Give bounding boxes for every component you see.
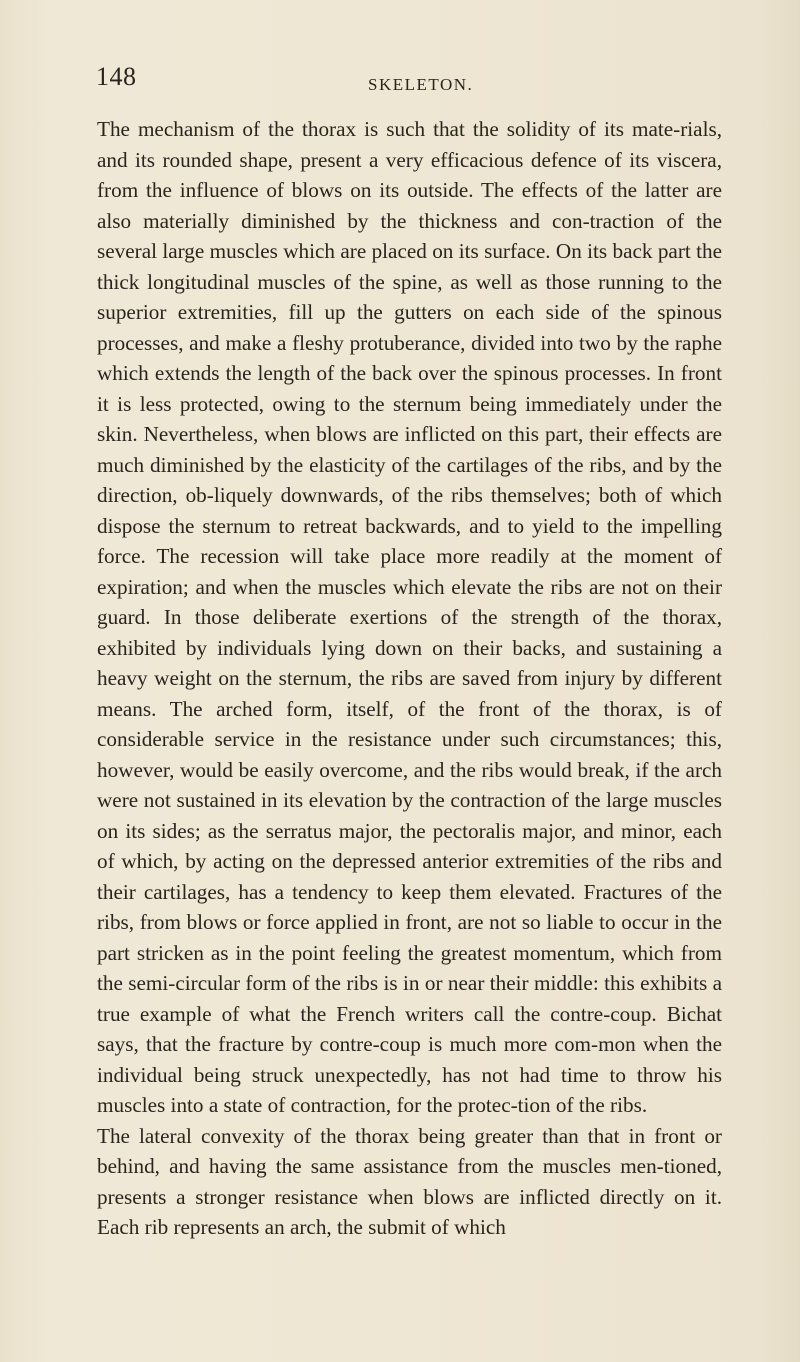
body-text [97, 114, 722, 1243]
page-number: 148 [96, 62, 137, 91]
paragraph: The lateral convexity of the thorax being greater than that in front or behind, and having the same assistance from the muscles men-tioned, presents a stronger resistance when blows are inflicted directly on it. Each rib represents an arch, the submit of which [97, 1123, 722, 1239]
running-head: SKELETON. [368, 75, 474, 94]
page-header [96, 62, 716, 102]
paragraph: The mechanism of the thorax is such that the solidity of its mate-rials, and its rounded shape, present a very efficacious defence of its viscera, from the influence of blows on its outside. The effects of the latter are also materially diminished by the thickness and con-traction of the several large muscles which are placed on its surface. On its back part the thick longitudinal muscles of the spine, as well as those running to the superior extremities, fill up the gutters on each side of the spinous processes, and make a fleshy protuberance, divided into two by the raphe which extends the length of the back over the spinous processes. In front it is less protected, owing to the sternum being immediately under the skin. Nevertheless, when blows are inflicted on this part, their effects are much diminished by the elasticity of the cartilages of the ribs, and by the direction, ob-liquely downwards, of the ribs themselves; both of which dispose the sternum to retreat backwards, and to yield to the impelling force. The recession will take place more readily at the moment of expiration; and when the muscles which elevate the ribs are not on their guard. In those deliberate exertions of the strength of the thorax, exhibited by individuals lying down on their backs, and sustaining a heavy weight on the sternum, the ribs are saved from injury by different means. The arched form, itself, of the front of the thorax, is of considerable service in the resistance under such circumstances; this, however, would be easily overcome, and the ribs would break, if the arch were not sustained in its elevation by the contraction of the large muscles on its sides; as the serratus major, the pectoralis major, and minor, each of which, by acting on the depressed anterior extremities of the ribs and their cartilages, has a tendency to keep them elevated. Fractures of the ribs, from blows or force applied in front, are not so liable to occur in the part stricken as in the point feeling the greatest momentum, which from the semi-circular form of the ribs is in or near their middle: this exhibits a true example of what the French writers call the contre-coup. Bichat says, that the fracture by contre-coup is much more com-mon when the individual being struck unexpectedly, has not had time to throw his muscles into a state of contraction, for the protec-tion of the ribs. [97, 117, 722, 1117]
